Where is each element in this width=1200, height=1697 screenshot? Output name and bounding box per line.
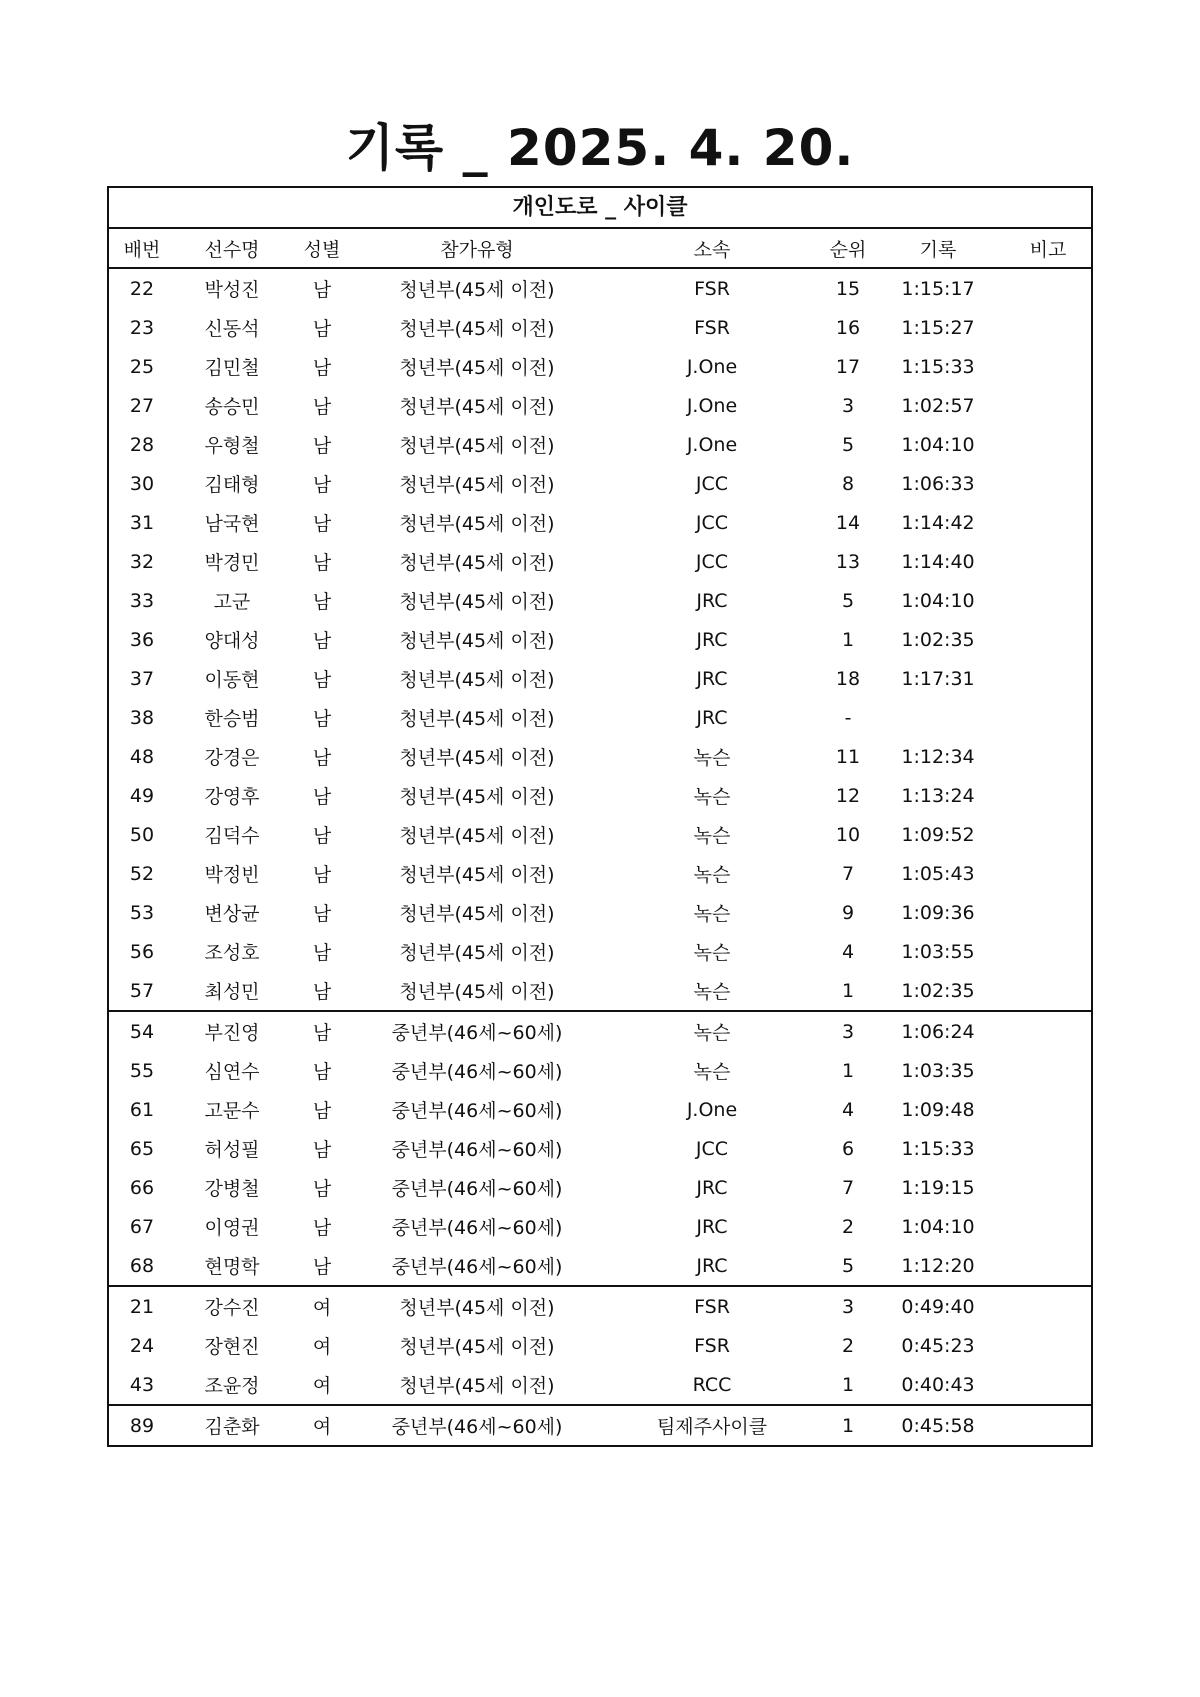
cell-club: 녹슨 — [599, 1011, 825, 1051]
cell-bib: 23 — [129, 316, 155, 339]
cell-bib: 52 — [129, 862, 155, 885]
cell-gender: 남 — [312, 1217, 332, 1239]
cell-gender: 남 — [312, 1256, 332, 1278]
cell-rank: 1 — [841, 979, 855, 1002]
table-row — [109, 1326, 1091, 1365]
cell-rank: 3 — [825, 1286, 871, 1326]
cell-gender: 남 — [312, 630, 332, 652]
table-row — [109, 386, 1091, 425]
cell-time: 1:12:20 — [901, 1254, 975, 1277]
table-row — [109, 308, 1091, 347]
cell-rank: 6 — [841, 1137, 855, 1160]
cell-name: 신동석 — [204, 318, 260, 340]
cell-club: JRC — [696, 1254, 728, 1277]
cell-note — [1005, 1207, 1091, 1246]
table-row — [109, 1051, 1091, 1090]
column-header-gender: 성별 — [289, 229, 355, 268]
cell-time — [871, 698, 1005, 737]
cell-name: 강병철 — [204, 1178, 260, 1200]
cell-category: 청년부(45세 이전) — [399, 1336, 555, 1358]
cell-rank: 13 — [835, 550, 861, 573]
cell-time: 1:15:33 — [901, 1137, 975, 1160]
cell-club: JRC — [696, 706, 728, 729]
cell-name: 김태형 — [204, 474, 260, 496]
column-header-name: 선수명 — [175, 229, 289, 268]
table-row — [109, 1365, 1091, 1405]
cell-club: JCC — [695, 511, 729, 534]
table-row — [109, 776, 1091, 815]
cell-gender: 남 — [312, 1139, 332, 1161]
cell-rank: 4 — [841, 940, 855, 963]
cell-club: J.One — [686, 394, 738, 417]
cell-bib: 53 — [129, 901, 155, 924]
cell-rank: 1 — [825, 1405, 871, 1445]
cell-category: 청년부(45세 이전) — [399, 786, 555, 808]
cell-gender: 남 — [312, 864, 332, 886]
table-row — [109, 464, 1091, 503]
cell-name: 최성민 — [204, 981, 260, 1003]
cell-gender: 남 — [312, 474, 332, 496]
cell-name: 박성진 — [204, 279, 260, 301]
cell-category: 청년부(45세 이전) — [399, 669, 555, 691]
cell-name: 남국현 — [204, 513, 260, 535]
cell-rank: 17 — [835, 355, 861, 378]
cell-category: 청년부(45세 이전) — [355, 1286, 599, 1326]
cell-category: 중년부(46세~60세) — [355, 1405, 599, 1445]
cell-category: 청년부(45세 이전) — [399, 474, 555, 496]
cell-gender: 여 — [289, 1286, 355, 1326]
cell-club: FSR — [694, 316, 730, 339]
cell-bib: 49 — [129, 784, 155, 807]
cell-note — [1005, 659, 1091, 698]
cell-gender: 남 — [312, 669, 332, 691]
cell-time: 1:03:35 — [901, 1059, 975, 1082]
cell-note — [1005, 581, 1091, 620]
cell-gender: 남 — [312, 1061, 332, 1083]
cell-note — [1005, 1246, 1091, 1286]
cell-time: 1:04:10 — [901, 433, 975, 456]
cell-category: 중년부(46세~60세) — [391, 1178, 563, 1200]
cell-name: 강경은 — [204, 747, 260, 769]
cell-rank: 18 — [835, 667, 861, 690]
cell-category: 청년부(45세 이전) — [399, 396, 555, 418]
table-row — [109, 1129, 1091, 1168]
cell-gender: 남 — [312, 786, 332, 808]
cell-club: FSR — [599, 1286, 825, 1326]
cell-gender: 남 — [312, 981, 332, 1003]
cell-gender: 남 — [312, 1178, 332, 1200]
cell-gender: 남 — [312, 942, 332, 964]
cell-category: 청년부(45세 이전) — [399, 981, 555, 1003]
cell-note — [1005, 620, 1091, 659]
cell-category: 청년부(45세 이전) — [399, 903, 555, 925]
table-row — [109, 1246, 1091, 1286]
cell-time: 1:15:27 — [901, 316, 975, 339]
cell-rank: 7 — [841, 862, 855, 885]
cell-rank: 16 — [835, 316, 861, 339]
cell-note — [1005, 1051, 1091, 1090]
cell-rank: 2 — [841, 1334, 855, 1357]
cell-bib: 24 — [129, 1334, 155, 1357]
cell-category: 청년부(45세 이전) — [399, 630, 555, 652]
cell-note — [1005, 1090, 1091, 1129]
cell-time: 1:19:15 — [901, 1176, 975, 1199]
table-row — [109, 1405, 1091, 1445]
table-row — [109, 815, 1091, 854]
cell-category: 중년부(46세~60세) — [355, 1011, 599, 1051]
cell-club: JCC — [695, 1137, 729, 1160]
cell-bib: 65 — [129, 1137, 155, 1160]
cell-name: 조성호 — [204, 942, 260, 964]
cell-note — [1005, 1011, 1091, 1051]
cell-gender: 여 — [289, 1405, 355, 1445]
cell-time: 0:49:40 — [871, 1286, 1005, 1326]
cell-name: 한승범 — [204, 708, 260, 730]
table-row — [109, 425, 1091, 464]
cell-club: J.One — [686, 355, 738, 378]
cell-bib: 68 — [129, 1254, 155, 1277]
cell-name: 고군 — [213, 591, 251, 613]
cell-bib: 28 — [129, 433, 155, 456]
cell-club: 녹슨 — [693, 903, 731, 925]
cell-club: 녹슨 — [693, 786, 731, 808]
cell-name: 조윤정 — [204, 1375, 260, 1397]
cell-time: 1:15:17 — [901, 277, 975, 300]
cell-bib: 30 — [129, 472, 155, 495]
cell-note — [1005, 1405, 1091, 1445]
cell-rank: 7 — [841, 1176, 855, 1199]
cell-note — [1005, 971, 1091, 1011]
cell-bib: 38 — [129, 706, 155, 729]
cell-name: 이동현 — [204, 669, 260, 691]
cell-name: 장현진 — [204, 1336, 260, 1358]
column-header-rank: 순위 — [825, 229, 871, 268]
cell-note — [1005, 268, 1091, 308]
cell-bib: 36 — [129, 628, 155, 651]
cell-name: 강수진 — [175, 1286, 289, 1326]
table-row — [109, 1090, 1091, 1129]
cell-name: 변상균 — [204, 903, 260, 925]
cell-gender: 남 — [312, 552, 332, 574]
cell-category: 청년부(45세 이전) — [399, 1375, 555, 1397]
cell-category: 청년부(45세 이전) — [399, 279, 555, 301]
cell-club: 녹슨 — [693, 981, 731, 1003]
cell-bib: 22 — [129, 277, 155, 300]
cell-name: 박경민 — [204, 552, 260, 574]
page-title: 기록 _ 2025. 4. 20. — [345, 119, 855, 177]
cell-bib: 31 — [129, 511, 155, 534]
cell-rank: 1 — [841, 1373, 855, 1396]
cell-club: FSR — [694, 1334, 730, 1357]
cell-bib: 43 — [129, 1373, 155, 1396]
cell-rank: 3 — [841, 394, 855, 417]
cell-bib: 89 — [109, 1405, 175, 1445]
cell-bib: 54 — [109, 1011, 175, 1051]
cell-gender: 남 — [289, 1011, 355, 1051]
cell-note — [1005, 932, 1091, 971]
table-row — [109, 503, 1091, 542]
cell-gender: 남 — [312, 318, 332, 340]
cell-time: 1:14:42 — [901, 511, 975, 534]
cell-category: 중년부(46세~60세) — [391, 1139, 563, 1161]
cell-time: 1:14:40 — [901, 550, 975, 573]
cell-club: JRC — [696, 1215, 728, 1238]
cell-rank: 14 — [835, 511, 861, 534]
cell-category: 청년부(45세 이전) — [399, 825, 555, 847]
cell-name: 고문수 — [204, 1100, 260, 1122]
cell-rank: - — [844, 706, 852, 729]
cell-time: 1:05:43 — [901, 862, 975, 885]
cell-club: 녹슨 — [693, 864, 731, 886]
cell-category: 중년부(46세~60세) — [391, 1256, 563, 1278]
cell-category: 중년부(46세~60세) — [391, 1061, 563, 1083]
column-header-time: 기록 — [871, 229, 1005, 268]
cell-time: 1:09:48 — [901, 1098, 975, 1121]
cell-club: JCC — [695, 472, 729, 495]
cell-time: 1:13:24 — [901, 784, 975, 807]
cell-rank: 9 — [841, 901, 855, 924]
cell-time: 1:02:35 — [901, 979, 975, 1002]
cell-time: 1:06:24 — [871, 1011, 1005, 1051]
cell-time: 1:09:36 — [901, 901, 975, 924]
cell-rank: 11 — [835, 745, 861, 768]
cell-rank: 5 — [841, 1254, 855, 1277]
cell-time: 0:45:58 — [871, 1405, 1005, 1445]
column-header-category: 참가유형 — [355, 229, 599, 268]
cell-rank: 1 — [841, 1059, 855, 1082]
table-row — [109, 620, 1091, 659]
cell-name: 부진영 — [175, 1011, 289, 1051]
cell-rank: 3 — [825, 1011, 871, 1051]
cell-category: 청년부(45세 이전) — [399, 435, 555, 457]
cell-name: 김춘화 — [175, 1405, 289, 1445]
column-header-bib: 배번 — [109, 229, 175, 268]
cell-rank: 10 — [835, 823, 861, 846]
cell-note — [1005, 1168, 1091, 1207]
cell-gender: 남 — [312, 513, 332, 535]
cell-note — [1005, 737, 1091, 776]
cell-name: 양대성 — [204, 630, 260, 652]
cell-gender: 남 — [312, 825, 332, 847]
cell-time: 1:09:52 — [901, 823, 975, 846]
cell-rank: 8 — [841, 472, 855, 495]
table-row — [109, 1207, 1091, 1246]
cell-gender: 남 — [312, 708, 332, 730]
table-row — [109, 1011, 1091, 1051]
cell-club: J.One — [686, 1098, 738, 1121]
cell-bib: 33 — [129, 589, 155, 612]
table-row — [109, 971, 1091, 1011]
cell-name: 박정빈 — [204, 864, 260, 886]
cell-note — [1005, 386, 1091, 425]
cell-rank: 5 — [841, 589, 855, 612]
cell-club: RCC — [692, 1373, 732, 1396]
cell-category: 청년부(45세 이전) — [399, 513, 555, 535]
cell-category: 청년부(45세 이전) — [399, 747, 555, 769]
cell-category: 청년부(45세 이전) — [399, 552, 555, 574]
table-row — [109, 659, 1091, 698]
results-table — [109, 229, 1091, 1445]
cell-rank: 5 — [841, 433, 855, 456]
cell-gender: 남 — [312, 903, 332, 925]
cell-time: 1:03:55 — [901, 940, 975, 963]
cell-club: JRC — [696, 589, 728, 612]
cell-club: J.One — [686, 433, 738, 456]
cell-bib: 25 — [129, 355, 155, 378]
cell-name: 강영후 — [204, 786, 260, 808]
cell-note — [1005, 1129, 1091, 1168]
cell-note — [1005, 776, 1091, 815]
cell-club: JCC — [695, 550, 729, 573]
cell-name: 송승민 — [204, 396, 260, 418]
cell-bib: 48 — [129, 745, 155, 768]
cell-note — [1005, 1286, 1091, 1326]
table-row — [109, 268, 1091, 308]
cell-note — [1005, 1365, 1091, 1405]
cell-club: JRC — [696, 667, 728, 690]
section-title: 개인도로 _ 사이클 — [109, 188, 1091, 229]
cell-club: JRC — [696, 1176, 728, 1199]
cell-name: 김민철 — [204, 357, 260, 379]
cell-club: 팀제주사이클 — [599, 1405, 825, 1445]
cell-time: 1:17:31 — [901, 667, 975, 690]
cell-time: 1:06:33 — [901, 472, 975, 495]
cell-note — [1005, 542, 1091, 581]
cell-name: 허성필 — [204, 1139, 260, 1161]
cell-bib: 32 — [129, 550, 155, 573]
cell-rank: 15 — [835, 277, 861, 300]
table-row — [109, 854, 1091, 893]
cell-time: 1:02:35 — [901, 628, 975, 651]
table-header-row — [109, 229, 1091, 268]
cell-note — [1005, 308, 1091, 347]
cell-note — [1005, 425, 1091, 464]
cell-bib: 56 — [129, 940, 155, 963]
cell-note — [1005, 503, 1091, 542]
cell-rank: 1 — [841, 628, 855, 651]
table-row — [109, 932, 1091, 971]
cell-rank: 12 — [835, 784, 861, 807]
cell-gender: 남 — [312, 1100, 332, 1122]
cell-gender: 남 — [312, 279, 332, 301]
column-header-note: 비고 — [1005, 229, 1091, 268]
cell-bib: 57 — [129, 979, 155, 1002]
cell-name: 우형철 — [204, 435, 260, 457]
cell-note — [1005, 464, 1091, 503]
cell-category: 중년부(46세~60세) — [391, 1217, 563, 1239]
table-row — [109, 893, 1091, 932]
cell-name: 심연수 — [204, 1061, 260, 1083]
table-row — [109, 698, 1091, 737]
cell-category: 청년부(45세 이전) — [399, 591, 555, 613]
cell-category: 청년부(45세 이전) — [399, 864, 555, 886]
cell-time: 1:15:33 — [901, 355, 975, 378]
cell-note — [1005, 893, 1091, 932]
cell-time: 1:12:34 — [901, 745, 975, 768]
cell-club: 녹슨 — [693, 1061, 731, 1083]
cell-rank: 2 — [841, 1215, 855, 1238]
cell-category: 중년부(46세~60세) — [391, 1100, 563, 1122]
cell-note — [1005, 347, 1091, 386]
cell-name: 김덕수 — [204, 825, 260, 847]
cell-name: 현명학 — [204, 1256, 260, 1278]
cell-gender: 여 — [312, 1336, 332, 1358]
cell-club: FSR — [694, 277, 730, 300]
cell-note — [1005, 815, 1091, 854]
cell-time: 0:45:23 — [901, 1334, 975, 1357]
cell-bib: 27 — [129, 394, 155, 417]
cell-note — [1005, 698, 1091, 737]
cell-note — [1005, 1326, 1091, 1365]
results-table-container — [107, 186, 1093, 1447]
cell-time: 1:04:10 — [901, 1215, 975, 1238]
table-row — [109, 542, 1091, 581]
cell-name: 이영권 — [204, 1217, 260, 1239]
cell-category: 청년부(45세 이전) — [399, 708, 555, 730]
cell-rank: 4 — [841, 1098, 855, 1121]
column-header-club: 소속 — [599, 229, 825, 268]
cell-gender: 남 — [312, 357, 332, 379]
cell-note — [1005, 854, 1091, 893]
cell-club: 녹슨 — [693, 942, 731, 964]
cell-bib: 67 — [129, 1215, 155, 1238]
cell-category: 청년부(45세 이전) — [399, 357, 555, 379]
cell-gender: 남 — [312, 747, 332, 769]
cell-time: 1:04:10 — [901, 589, 975, 612]
cell-category: 청년부(45세 이전) — [399, 318, 555, 340]
cell-bib: 37 — [129, 667, 155, 690]
cell-gender: 남 — [312, 435, 332, 457]
cell-bib: 55 — [129, 1059, 155, 1082]
cell-bib: 61 — [129, 1098, 155, 1121]
cell-gender: 남 — [312, 396, 332, 418]
table-row — [109, 347, 1091, 386]
table-row — [109, 1286, 1091, 1326]
cell-time: 1:02:57 — [901, 394, 975, 417]
cell-bib: 21 — [109, 1286, 175, 1326]
table-row — [109, 737, 1091, 776]
cell-gender: 남 — [312, 591, 332, 613]
cell-club: JRC — [696, 628, 728, 651]
cell-club: 녹슨 — [693, 747, 731, 769]
cell-category: 청년부(45세 이전) — [399, 942, 555, 964]
cell-club: 녹슨 — [693, 825, 731, 847]
cell-bib: 50 — [129, 823, 155, 846]
cell-gender: 여 — [312, 1375, 332, 1397]
table-row — [109, 581, 1091, 620]
table-row — [109, 1168, 1091, 1207]
cell-bib: 66 — [129, 1176, 155, 1199]
table-body — [109, 268, 1091, 1445]
cell-time: 0:40:43 — [901, 1373, 975, 1396]
